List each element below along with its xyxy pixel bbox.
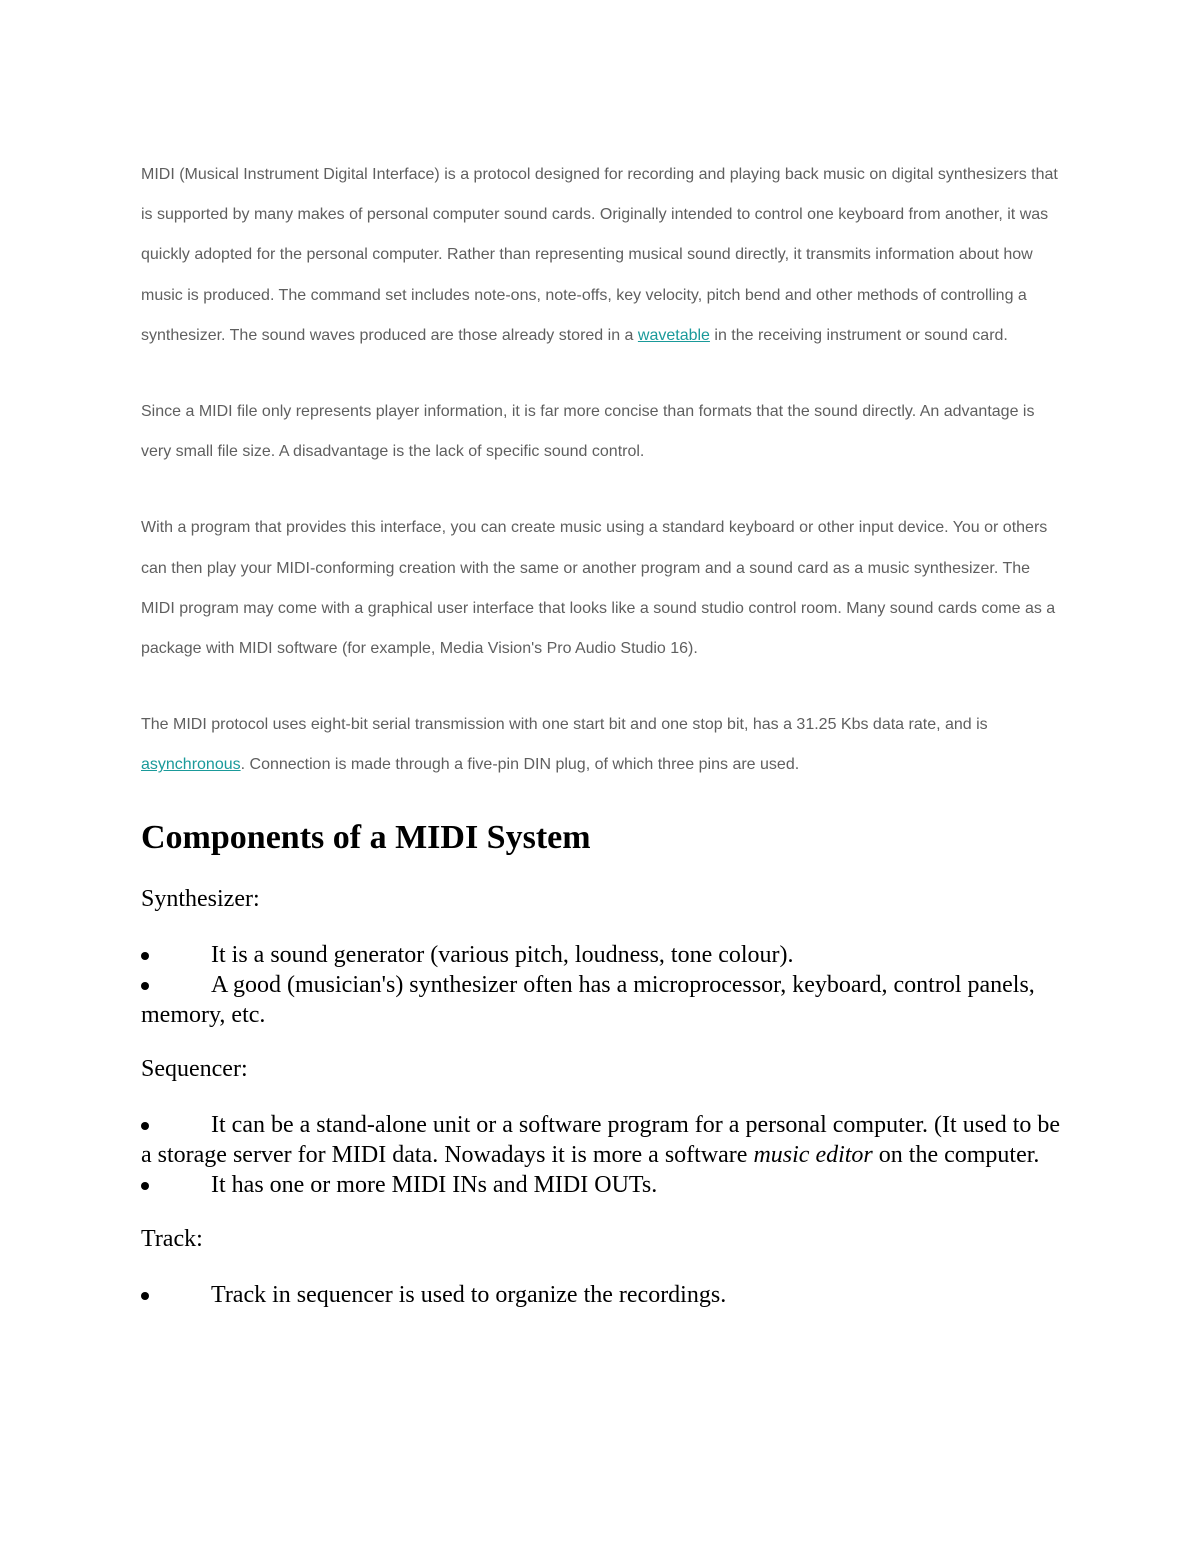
list-item: Track in sequencer is used to organize the recordings. (141, 1280, 1061, 1310)
sequencer-heading: Sequencer: (141, 1055, 248, 1082)
intro-paragraph-3: With a program that provides this interface, you can create music using a standard keyboard or other input device. You or others can then play your MIDI-conforming creation with the same or another program and a sound card as a music synthesizer. The MIDI program may come with a graphical user interface that looks like a sound studio control room. Many sound cards come as a package with MIDI software (for example, Media Vision's Pro Audio Studio 16). (141, 519, 1056, 658)
asynchronous-link[interactable]: asynchronous (141, 756, 241, 774)
synthesizer-heading: Synthesizer: (141, 885, 260, 912)
bullet-icon (141, 952, 149, 960)
intro-paragraph-2: Since a MIDI file only represents player information, it is far more concise than formats that the sound directly. An advantage is very small file size. A disadvantage is the lack of specific sound control. (141, 403, 1035, 461)
bullet-icon (141, 1122, 149, 1130)
intro-p1-text-b: in the receiving instrument or sound card. (709, 326, 1008, 344)
section-title: Components of a MIDI System (141, 818, 591, 856)
intro-p1-text-a: MIDI (Musical Instrument Digital Interface) is a protocol designed for recording and playing back music on digital synthesizers that is supported by many makes of personal computer sound cards. Originally intended to control one keyboard from another, it was quickly adopted for the personal computer. Rather than representing musical sound directly, it transmits information about how music is produced. The command set includes note-ons, note-offs, key velocity, pitch bend and other methods of controlling a synthesizer. The sound waves produced are those already stored in a (141, 166, 1058, 344)
bullet-icon (141, 982, 149, 990)
wavetable-link[interactable]: wavetable (637, 326, 710, 344)
list-item: A good (musician's) synthesizer often has a microprocessor, keyboard, control panels, memory, etc. (141, 971, 1035, 1028)
intro-paragraph-1 (141, 155, 1061, 356)
track-list (141, 1280, 1061, 1310)
intro-p4-text-b: . Connection is made through a five-pin DIN plug, of which three pins are used. (240, 756, 800, 774)
intro-paragraph-4 (141, 705, 1061, 785)
document-page (141, 155, 1061, 1310)
bullet-icon (141, 1292, 149, 1300)
list-item: It is a sound generator (various pitch, loudness, tone colour). (141, 940, 1061, 970)
music-editor-emphasis: music editor (753, 1141, 873, 1168)
sequencer-list (141, 1110, 1061, 1200)
bullet-icon (141, 1182, 149, 1190)
intro-p4-text-a: The MIDI protocol uses eight-bit serial transmission with one start bit and one stop bit, has a 31.25 Kbs data rate, and is (141, 716, 988, 734)
list-item: It can be a stand-alone unit or a software program for a personal computer. (It used to be a storage server for MIDI data. Nowadays it is more a software music editor on the computer. (141, 1111, 1061, 1168)
track-heading: Track: (141, 1225, 203, 1252)
list-item: It has one or more MIDI INs and MIDI OUTs. (141, 1170, 1061, 1200)
synthesizer-list (141, 940, 1061, 1030)
